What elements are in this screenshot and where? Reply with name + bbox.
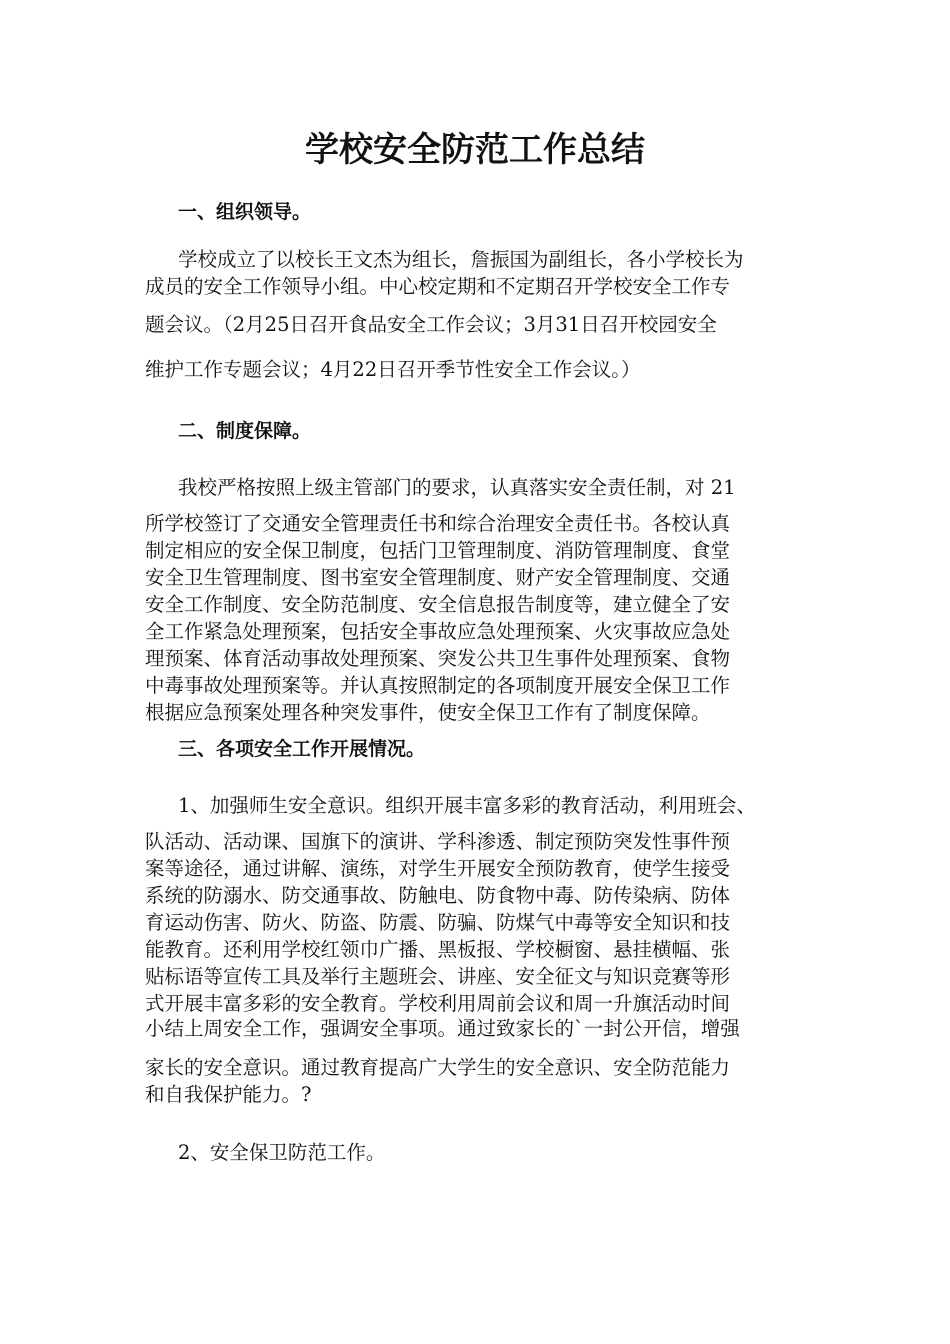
paragraph-line: 小结上周安全工作，强调安全事项。通过致家长的`一封公开信，增强 (145, 1017, 740, 1040)
paragraph-line: 我校严格按照上级主管部门的要求，认真落实安全责任制，对 21 (178, 476, 736, 499)
paragraph-line: 维护工作专题会议；4月22日召开季节性安全工作会议。） (145, 358, 641, 381)
paragraph-safety (145, 828, 813, 1017)
document-title: 学校安全防范工作总结 (305, 130, 645, 170)
paragraph-line: 式开展丰富多彩的安全教育。学校利用周前会议和周一升旗活动时间 (145, 992, 731, 1015)
paragraph-line: 中毒事故处理预案等。并认真按照制定的各项制度开展安全保卫工作 (145, 674, 731, 697)
paragraph-line: 系统的防溺水、防交通事故、防触电、防食物中毒、防传染病、防体 (145, 884, 731, 907)
paragraph-line: 和自我保护能力。? (145, 1083, 312, 1106)
paragraph-line: 能教育。还利用学校红领巾广播、黑板报、学校橱窗、悬挂横幅、张 (145, 938, 731, 961)
paragraph-safety-first (145, 792, 813, 819)
paragraph-system-first (145, 474, 813, 501)
section-heading-safety-work: 三、各项安全工作开展情况。 (178, 738, 426, 760)
paragraph-line: 1、加强师生安全意识。组织开展丰富多彩的教育活动，利用班会、 (178, 794, 756, 817)
paragraph-line: 安全工作制度、安全防范制度、安全信息报告制度等，建立健全了安 (145, 593, 731, 616)
sub-item-label: 2、安全保卫防范工作。 (178, 1141, 386, 1164)
paragraph-line: 贴标语等宣传工具及举行主题班会、讲座、安全征文与知识竞赛等形 (145, 965, 731, 988)
paragraph-line: 题会议。（2月25日召开食品安全工作会议；3月31日召开校园安全 (145, 313, 717, 336)
paragraph-safety-cont2 (145, 1054, 813, 1108)
paragraph-line: 所学校签订了交通安全管理责任书和综合治理安全责任书。各校认真 (145, 512, 731, 535)
paragraph-line: 制定相应的安全保卫制度，包括门卫管理制度、消防管理制度、食堂 (145, 539, 731, 562)
paragraph-safety-cont (145, 1015, 813, 1042)
paragraph-organization-cont2 (145, 356, 813, 383)
section-heading-system: 二、制度保障。 (178, 420, 312, 442)
paragraph-line: 理预案、体育活动事故处理预案、突发公共卫生事件处理预案、食物 (145, 647, 731, 670)
paragraph-system (145, 510, 813, 726)
sub-item-security (145, 1139, 813, 1166)
paragraph-line: 成员的安全工作领导小组。中心校定期和不定期召开学校安全工作专 (145, 275, 731, 298)
paragraph-line: 育运动伤害、防火、防盗、防震、防骗、防煤气中毒等安全知识和技 (145, 911, 731, 934)
paragraph-organization (145, 246, 813, 300)
section-heading-organization: 一、组织领导。 (178, 201, 312, 223)
paragraph-line: 家长的安全意识。通过教育提高广大学生的安全意识、安全防范能力 (145, 1056, 731, 1079)
paragraph-line: 队活动、活动课、国旗下的演讲、学科渗透、制定预防突发性事件预 (145, 830, 731, 853)
paragraph-line: 学校成立了以校长王文杰为组长，詹振国为副组长，各小学校长为 (178, 248, 744, 271)
paragraph-line: 案等途径，通过讲解、演练，对学生开展安全预防教育，使学生接受 (145, 857, 731, 880)
paragraph-organization-cont (145, 311, 813, 338)
paragraph-line: 安全卫生管理制度、图书室安全管理制度、财产安全管理制度、交通 (145, 566, 731, 589)
paragraph-line: 全工作紧急处理预案，包括安全事故应急处理预案、火灾事故应急处 (145, 620, 731, 643)
paragraph-line: 根据应急预案处理各种突发事件，使安全保卫工作有了制度保障。 (145, 701, 711, 724)
